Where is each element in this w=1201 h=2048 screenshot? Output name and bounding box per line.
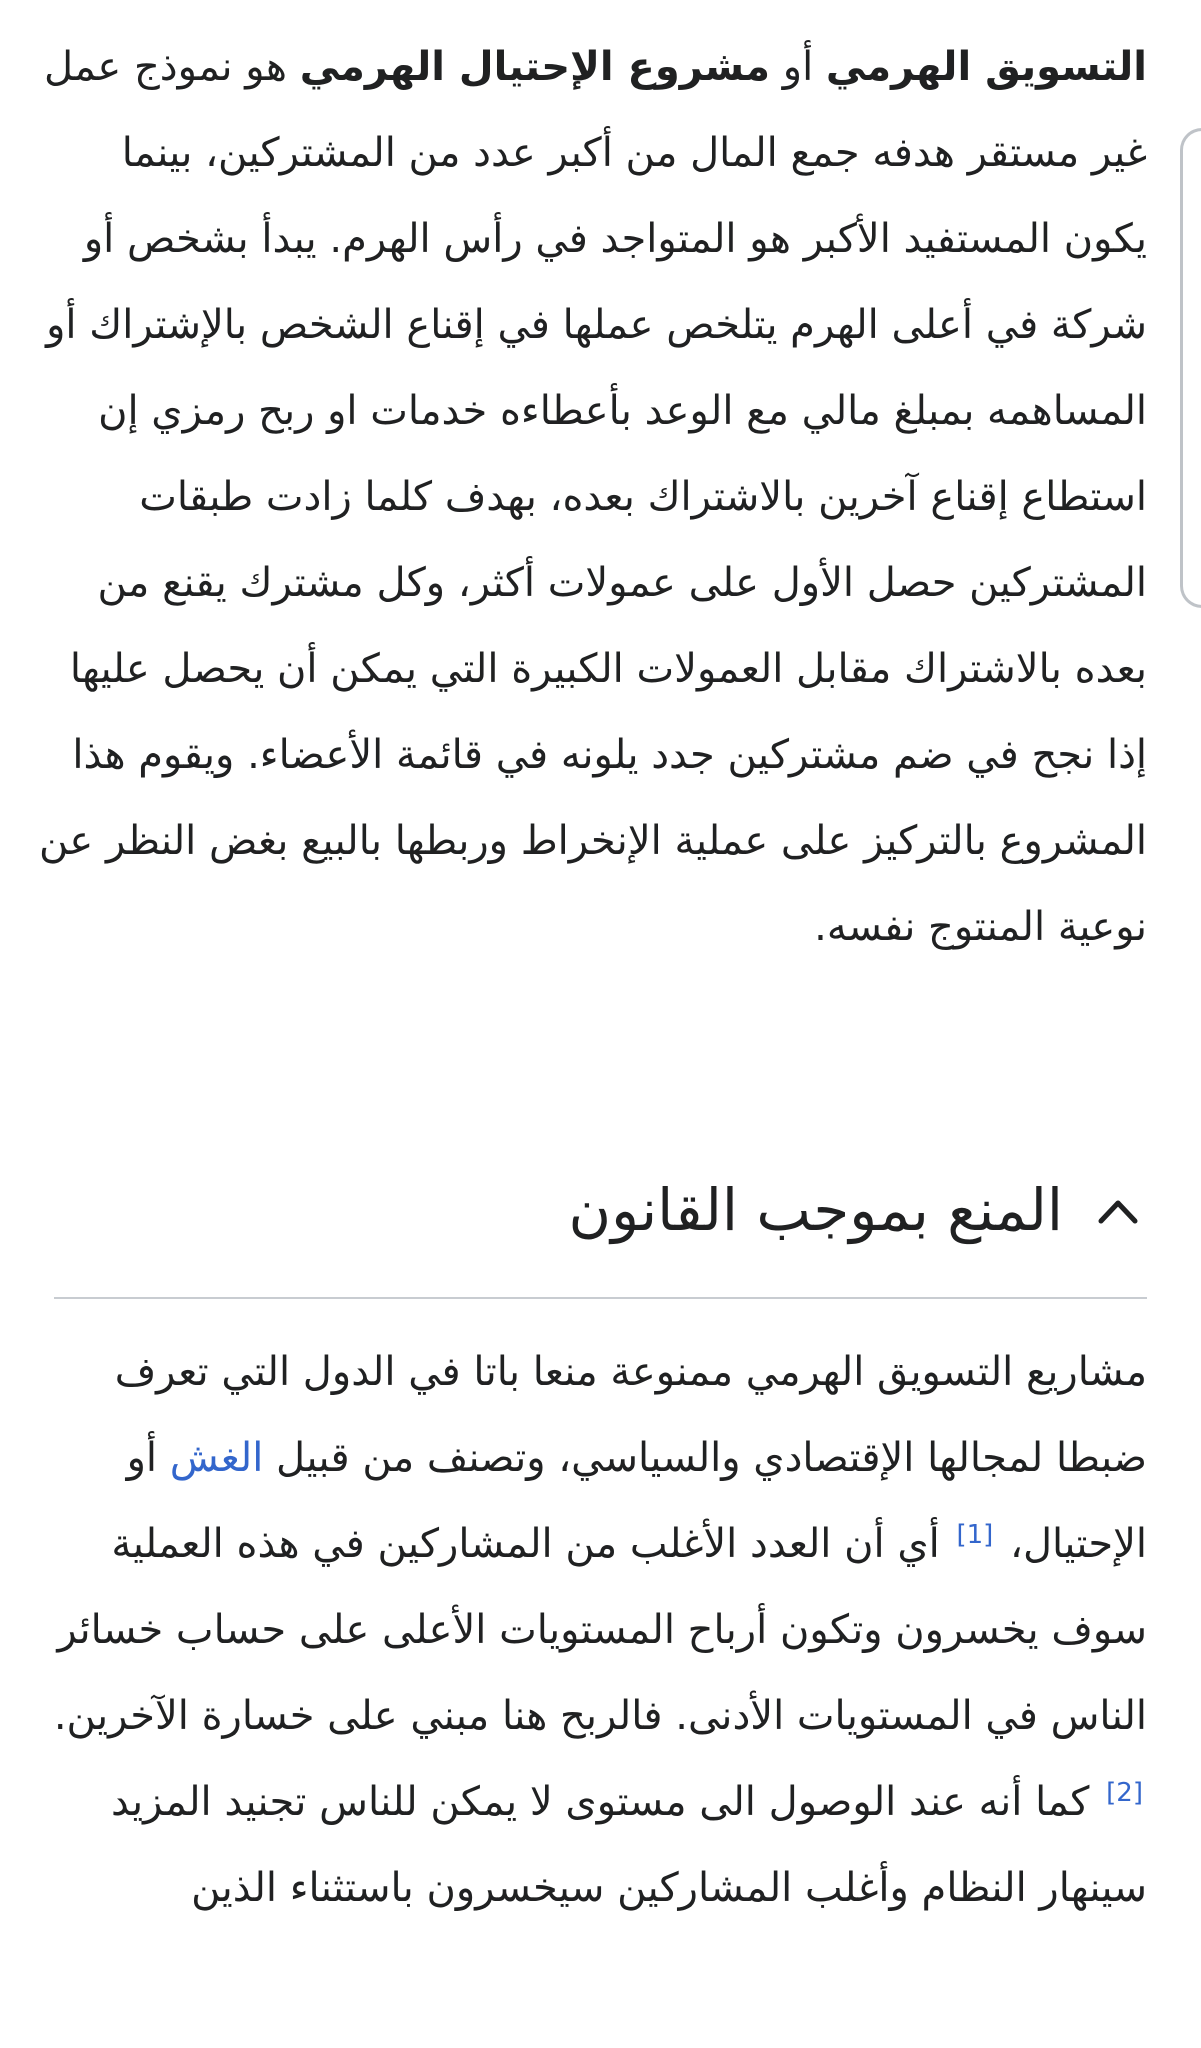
chevron-up-icon[interactable]: [1089, 1181, 1147, 1239]
link-fraud[interactable]: الغش: [169, 1435, 264, 1481]
section-text-part-4: كما أنه عند الوصول الى مستوى لا يمكن للناس تجنيد المزيد سينهار النظام وأغلب المشاركين سيخسرون باستثناء الذين: [111, 1779, 1147, 1911]
section-text-part-2: أو الإحتيال،: [126, 1435, 1147, 1567]
scroll-handle[interactable]: [1180, 128, 1201, 608]
section-text-part-3: أي أن العدد الأغلب من المشاركين في هذه العملية سوف يخسرون وتكون أرباح المستويات الأعلى على حساب خسائر الناس في المستويات الأدنى. فالربح هنا مبني على خسارة الآخرين.: [53, 1521, 1147, 1739]
reference-2-link[interactable]: [2]: [1106, 1777, 1143, 1808]
section-text-part-1: مشاريع التسويق الهرمي ممنوعة منعا باتا في الدول التي تعرف ضبطا لمجالها الإقتصادي والسياسي، وتصنف من قبيل: [114, 1349, 1147, 1481]
term-pyramid-scheme: مشروع الإحتيال الهرمي: [299, 44, 771, 90]
section-header-legal-ban[interactable]: [54, 1160, 1147, 1260]
term-pyramid-marketing: التسويق الهرمي: [825, 44, 1147, 90]
intro-paragraph: [37, 24, 1147, 970]
section-paragraph: [37, 1329, 1147, 1931]
intro-body-text: هو نموذج عمل غير مستقر هدفه جمع المال من أكبر عدد من المشتركين، بينما يكون المستفيد الأكبر هو المتواجد في رأس الهرم. يبدأ بشخص أو شركة في أعلى الهرم يتلخص عملها في إقناع الشخص بالإشتراك أو المساهمه بمبلغ مالي مع الوعد بأعطاءه خدمات او ربح رمزي إن استطاع إقناع آخرين بالاشتراك بعده، بهدف كلما زادت طبقات المشتركين حصل الأول على عمولات أكثر، وكل مشترك يقنع من بعده بالاشتراك مقابل العمولات الكبيرة التي يمكن أن يحصل عليها إذا نجح في ضم مشتركين جدد يلونه في قائمة الأعضاء. ويقوم هذا المشروع بالتركيز على عملية الإنخراط وربطها بالبيع بغض النظر عن نوعية المنتوج نفسه.: [38, 44, 1147, 950]
section-title: المنع بموجب القانون: [568, 1176, 1063, 1244]
connector-text: أو: [770, 44, 826, 90]
reference-1-link[interactable]: [1]: [956, 1519, 994, 1550]
section-divider: [54, 1297, 1147, 1299]
